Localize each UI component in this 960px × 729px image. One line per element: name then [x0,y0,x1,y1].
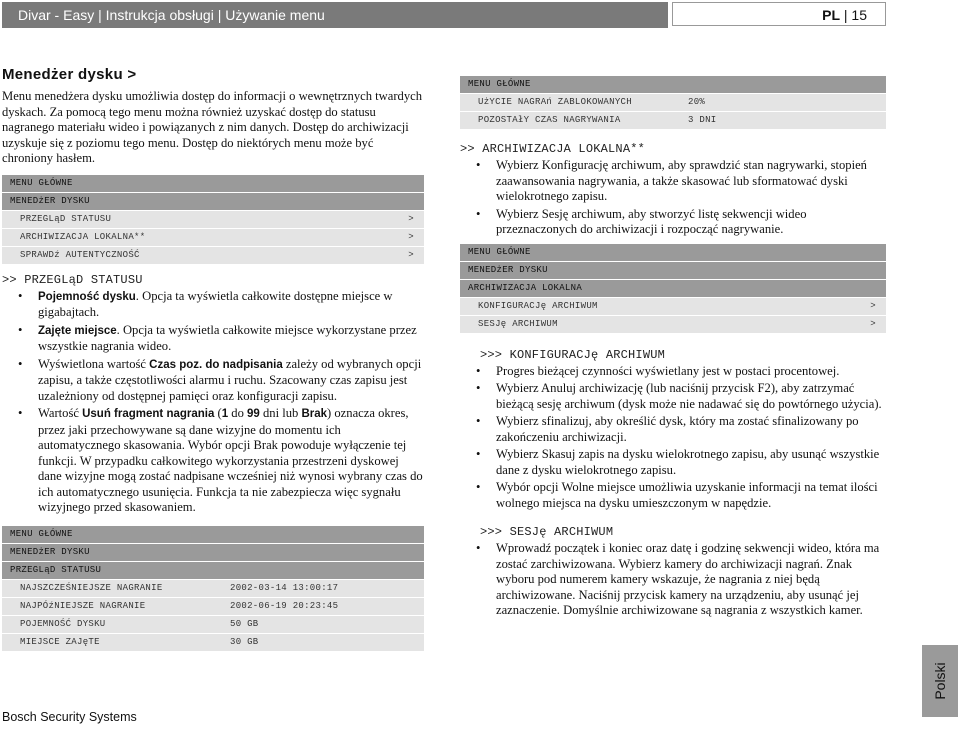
menu-row: MENEDżER DYSKU [460,262,886,280]
list-item: • Wybierz Anuluj archiwizację (lub naciśnij przycisk F2), aby zatrzymać bieżącą sesję archiwum (dysk może nie nadawać się do powtórnego użycia). [496,381,886,412]
menu-item-authenticity[interactable] [2,247,424,265]
header-separator: | [843,7,848,23]
right-column [460,76,886,621]
menu-row: MENU GŁÓWNE [2,526,424,544]
intro-paragraph: Menu menedżera dysku umożliwia dostęp do informacji o wewnętrznych twardych dyskach. Za pomocą tego menu można również uzyskać dostęp do statusu nagranego materiału wideo i powiązanych z nim danych. Dostęp do archiwizacji uzyskuje się z poziomu tego menu. Dostęp do niektórych menu może być chroniony hasłem. [2,89,423,165]
menu-info-row: NAJSZCZEŚNIEJSZE NAGRANIE 2002-03-14 13:00:17 [2,580,424,598]
menu-row: MENU GŁÓWNE [460,76,886,94]
language-tab [922,645,958,717]
list-item: • Wyświetlona wartość Czas poz. do nadpisania zależy od wybranych opcji zapisu, a także częstotliwości alarmu i ruchu. Szacowany czas zapisu jest uzależniony od dostępnej pamięci oraz konfiguracji zapisu. [38,357,424,405]
menu-item-label: SPRAWDź AUTENTYCZNOŚĆ [20,249,140,260]
section-heading-local-archive: >> ARCHIWIZACJA LOKALNA** [460,142,646,156]
menu-item-label: PRZEGLąD STATUSU [20,213,112,224]
menu-info-row: UżYCIE NAGRAń ZABLOKOWANYCH 20% [460,94,886,112]
menu-item-archive-config[interactable] [460,298,886,316]
menu-row: PRZEGLąD STATUSU [2,562,424,580]
menu-local-archive [460,244,886,334]
header-page-number: 15 [851,7,867,23]
menu-item-archive-session[interactable] [460,316,886,334]
chevron-right-icon: > [870,300,876,311]
section-title: Menedżer dysku > [2,66,137,83]
menu-row: MENU GŁÓWNE [460,244,886,262]
chevron-right-icon: > [870,318,876,329]
menu-row: MENU GŁÓWNE [2,175,424,193]
footer-company: Bosch Security Systems [2,710,137,724]
status-bullet-list [2,289,424,516]
menu-status-overview [2,526,424,652]
section-heading-archive-session: >>> SESJę ARCHIWUM [480,525,614,539]
list-item: • Wybór opcji Wolne miejsce umożliwia uzyskanie informacji na temat ilości wolnego miejsca na dysku umieszczonym w napędzie. [496,480,886,511]
menu-row: MENEDżER DYSKU [2,193,424,211]
menu-info-row: POJEMNOŚĆ DYSKU 50 GB [2,616,424,634]
menu-item-local-archive[interactable] [2,229,424,247]
menu-recording-info [460,76,886,130]
archive-bullet-list [460,158,886,238]
list-item: • Progres bieżącej czynności wyświetlany jest w postaci procentowej. [496,364,886,380]
list-item: • Wartość Usuń fragment nagrania (1 do 99 dni lub Brak) oznacza okres, przez jaki przechowywane są dane wizyjne do momentu ich automatycznego skasowania. Wybór opcji Brak powoduje wyłączenie tej funkcji. W przypadku całkowitego wykorzystania przestrzeni dyskowej dane wizyjne mogą zostać nadpisane wcześniej niż wynosi wybrany czas do ich automatycznego usunięcia. Funkcja ta nie zabezpiecza więc sygnału wizyjnego przed skasowaniem. [38,406,424,516]
chevron-right-icon: > [408,213,414,224]
language-tab-label: Polski [932,662,948,700]
section-heading-status: >> PRZEGLąD STATUSU [2,272,143,287]
menu-row: MENEDżER DYSKU [2,544,424,562]
header-language: PL [822,7,840,23]
menu-info-row: NAJPÓźNIEJSZE NAGRANIE 2002-06-19 20:23:45 [2,598,424,616]
list-item: • Wybierz Sesję archiwum, aby stworzyć listę sekwencji wideo przeznaczonych do archiwizacji i rozpocząć nagrywanie. [496,207,886,238]
section-heading-archive-config: >>> KONFIGURACJę ARCHIWUM [480,347,666,362]
menu-item-label: KONFIGURACJę ARCHIWUM [478,300,598,311]
list-item: • Wprowadź początek i koniec oraz datę i godzinę sekwencji wideo, która ma zostać zarchiwizowana. Wybierz kamery do archiwizacji nagrań. Znak wyboru pod numerem kamery wskazuje, że nagrania z niej będą archiwizowane. Naciśnij przycisk kamery na urządzeniu, aby usunąć jej zaznaczenie. Domyślnie archiwizowane są nagrania z wszystkich kamer. [496,541,886,619]
menu-item-label: ARCHIWIZACJA LOKALNA** [20,231,146,242]
menu-item-label: SESJę ARCHIWUM [478,318,558,329]
list-item: • Pojemność dysku. Opcja ta wyświetla całkowite dostępne miejsce w gigabajtach. [38,289,424,321]
config-bullet-list [460,364,886,512]
menu-item-status-overview[interactable] [2,211,424,229]
left-column [2,66,424,652]
list-item: • Zajęte miejsce. Opcja ta wyświetla całkowite miejsce wykorzystane przez wszystkie nagrania wideo. [38,323,424,355]
session-bullet-list [460,541,886,619]
menu-disk-manager [2,175,424,265]
menu-row: ARCHIWIZACJA LOKALNA [460,280,886,298]
header-title: Divar - Easy | Instrukcja obsługi | Używanie menu [2,2,668,28]
chevron-right-icon: > [408,231,414,242]
chevron-right-icon: > [408,249,414,260]
list-item: • Wybierz Konfigurację archiwum, aby sprawdzić stan nagrywarki, stopień zaawansowania nagrywania, a także skasować lub sformatować dyski wielokrotnego zapisu. [496,158,886,205]
menu-info-row: MIEJSCE ZAJęTE 30 GB [2,634,424,652]
list-item: • Wybierz Skasuj zapis na dysku wielokrotnego zapisu, aby usunąć wszystkie dane z dysku wielokrotnego zapisu. [496,447,886,478]
list-item: • Wybierz sfinalizuj, aby określić dysk, który ma zostać sfinalizowany po zakończeniu archiwizacji. [496,414,886,445]
header-page-info [672,2,886,26]
menu-info-row: POZOSTAłY CZAS NAGRYWANIA 3 DNI [460,112,886,130]
